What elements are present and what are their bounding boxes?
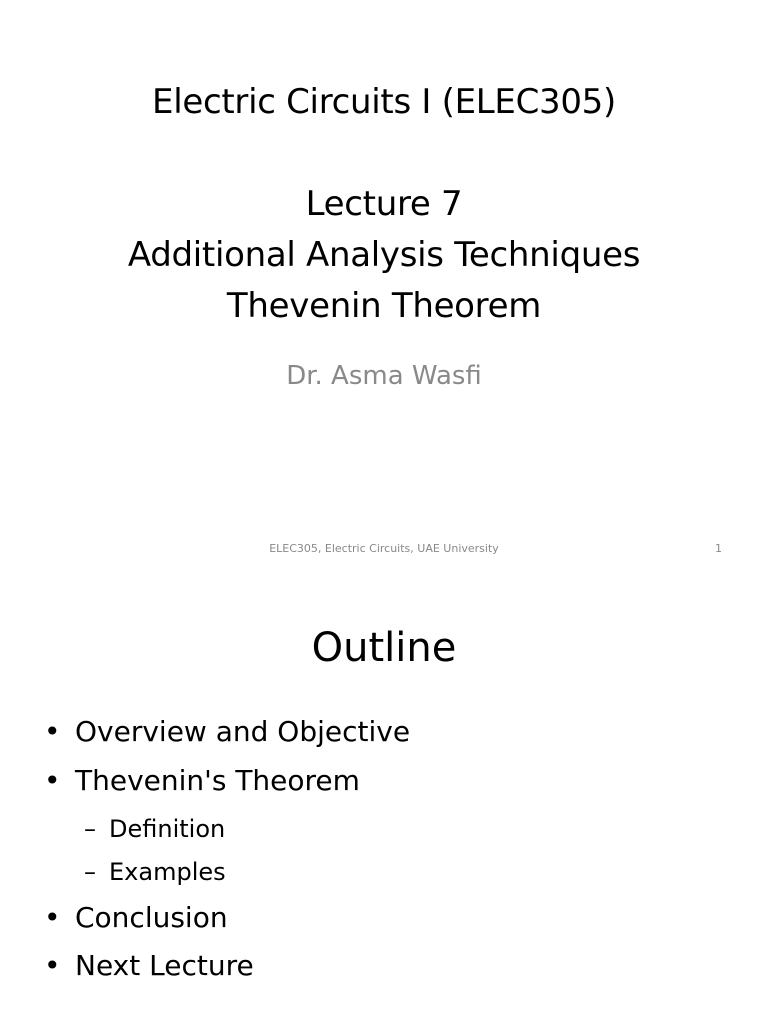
- bullet-marker: •: [44, 901, 61, 934]
- slide-footer: ELEC305, Electric Circuits, UAE University: [269, 542, 499, 555]
- bullet-marker: •: [44, 764, 61, 797]
- outline-title: Outline: [311, 625, 457, 671]
- list-item-text: Overview and Objective: [75, 715, 411, 748]
- page-number: 1: [715, 542, 722, 555]
- lecture-number: Lecture 7: [305, 184, 463, 224]
- list-item-text: Next Lecture: [75, 949, 254, 982]
- outline-slide: [0, 580, 768, 1024]
- lecture-subtopic: Thevenin Theorem: [226, 286, 542, 326]
- list-item: [44, 763, 360, 799]
- list-item-text: Thevenin's Theorem: [75, 764, 360, 797]
- course-title: Electric Circuits I (ELEC305): [152, 82, 616, 122]
- dash-marker: –: [84, 815, 96, 843]
- author-name: Dr. Asma Wasfi: [286, 361, 482, 391]
- list-item-text: Conclusion: [75, 901, 228, 934]
- list-item-text: Definition: [109, 815, 226, 843]
- list-item: [44, 948, 254, 984]
- sub-list-item: [84, 814, 225, 844]
- list-item: [44, 900, 228, 936]
- sub-list-item: [84, 857, 226, 887]
- bullet-marker: •: [44, 715, 61, 748]
- list-item-text: Examples: [109, 858, 226, 886]
- dash-marker: –: [84, 858, 96, 886]
- lecture-topic: Additional Analysis Techniques: [127, 235, 641, 275]
- bullet-marker: •: [44, 949, 61, 982]
- list-item: [44, 714, 410, 750]
